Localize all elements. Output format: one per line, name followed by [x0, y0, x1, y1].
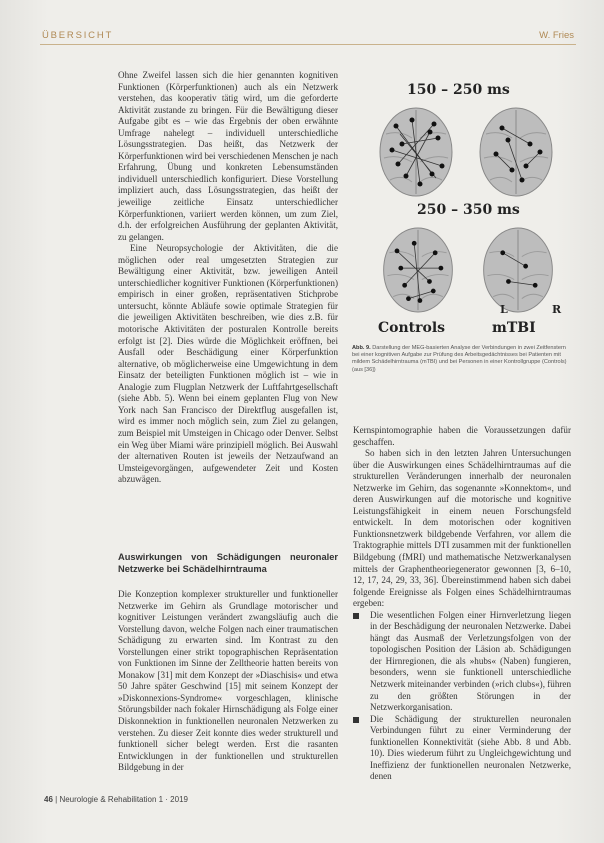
- brain-image-controls-bottom: [376, 224, 460, 316]
- paragraph: So haben sich in den letzten Jahren Untersuchungen über die Auswirkungen eines Schädelhirntraumas auf die strukturellen Veränderungen innerhalb der neuronalen Netzwerke im Gehirn, das sogenannte »Konnektom«, und deren Auswirkungen auf die motorische und kognitive Leistungsfähigkeit in einem neuen Forschungsfeld entwickelt. In dem motorischen oder kognitiven Funktionsnetzwerk bildgebende Verfahren, vor allem die Traktographie mittels DTI zusammen mit der funktionellen Bildgebung (fMRI) und mathematische Netzwerkanalysen mittels der Graphentheoriegenerator gewonnen [3, 6–10, 12, 17, 24, 29, 33, 36]. Übereinstimmend haben sich dabei folgende Ereignisse als Folgen eines Schädelhirntraumas ergeben:: [353, 448, 571, 609]
- bullet-item: [353, 714, 571, 783]
- left-column-bottom: [118, 552, 338, 774]
- left-column-top: [118, 70, 338, 486]
- figure-meg-connectivity: [352, 78, 572, 336]
- bullet-text: Die Schädigung der strukturellen neuronalen Verbindungen führt zu einer Verminderung der funktionellen Konnektivität (siehe Abb. 8 und Abb. 10). Dies wiederum führt zu Ungleichgewichtung und Ineffizienz der funktionellen neuronalen Netzwerke, denen: [370, 713, 571, 782]
- bullet-square-icon: [353, 717, 359, 723]
- caption-text: Darstellung der MEG-basierten Analyse der Verbindungen in zwei Zeitfenstern bei einer kognitiven Aufgabe zur Prüfung des Arbeitsgedächtnisses bei Patienten mit mildem Schädelhirntrauma (mTBI) und bei Personen in einer Kontrollgruppe (Controls) (aus [36]): [352, 345, 567, 373]
- paragraph: Ohne Zweifel lassen sich die hier genannten kognitiven Funktionen (Körperfunktionen) auch als ein Netzwerk verstehen, das kooperativ tätig wird, um die geforderte Aktivität zustande zu bringen. Für die Bewältigung dieser Aufgabe gibt es – wie das Ergebnis der oben erwähnte Umfrage nahelegt – individuell unterschiedliche Lösungsstrategien. Das heißt, das Netzwerk der Körperfunktionen wird bei verschiedenen Menschen je nach Erfahrung, Übung und konkreten Lebensumständen individuell unterschiedlich konfiguriert. Diese Vorstellung impliziert auch, dass Lösungsstrategien, das heißt der jeweilige zeitliche Einsatz unterschiedlicher Körperfunktionen, variiert werden können, um zum Ziel, d.h. der erfolgreichen Ausführung der geplanten Aktivität, zu gelangen.: [118, 70, 338, 242]
- label-left: L: [500, 303, 508, 316]
- figure-title-mid: 250 – 350 ms: [417, 202, 520, 218]
- brain-image-controls-top: [372, 104, 460, 200]
- page-number: 46: [44, 795, 53, 804]
- paragraph: Kernspintomographie haben die Voraussetzungen dafür geschaffen.: [353, 425, 571, 447]
- paragraph: Eine Neuropsychologie der Aktivitäten, die die möglichen oder real umgesetzten Strategien zur Bewältigung einer Aktivität, bzw. jeweiligen Anteil unterschiedlicher kognitiver Funktionen (Körperfunktionen) empirisch in einer großen, repräsentativen Stichprobe untersucht, könnte Abläufe sowie optimale Strategien für die jeweiligen Aktivitäten beschreiben, wie dies z.B. für motorische Aktivitäten der posturalen Kontrolle bereits erfolgt ist [2]. Dies würde die Möglichkeit eröffnen, bei Ausfall oder Beschädigung einer Körperfunktion alternative, ob möglicherweise eine Umgewichtung in dem Einsatz der beteiligten Funktionen möglich ist – wie in Analogie zum Flugplan Netzwerk der Luftfahrtgesellschaft (siehe Abb. 5). Wenn bei einem geplanten Flug von New York nach San Francisco der Direktflug ausgefallen ist, wird es immer noch möglich sein, zum Ziel zu gelangen, zum Beispiel mit Umsteigen in Chicago oder Denver. Selbst ein Weg über Miami wäre prinzipiell möglich. Bei Auswahl der alternativen Routen ist jeweils der Netzaufwand an Umsteigevorgängen, aufgewendeter Zeit und Kosten abzuwägen.: [118, 243, 338, 485]
- label-controls: Controls: [378, 320, 446, 336]
- caption-lead: Abb. 9.: [352, 345, 371, 351]
- author-label: W. Fries: [539, 30, 574, 41]
- paragraph: Die Konzeption komplexer struktureller und funktioneller Netzwerke im Gehirn als Grundlage motorischer und kognitiver Leistungen verändert zwangsläufig auch die Vorstellung davon, welche Folgen nach einer traumatischen Schädigung zu erwarten sind. Im Kontrast zu den Vorstellungen einer strikt topographischen Repräsentation von Funktionen im Sinne der Zelltheorie hatten bereits von Monakow [31] mit dem Konzept der »Diaschisis« und etwa 50 Jahre später Geschwind [15] mit seinem Konzept der »Diskonnexions-Syndrome« vorgeschlagen, klinische Störungsbilder nach fokaler Hirnschädigung als Folge einer Diskonnektion in funktionellen neuronalen Netzwerken zu verstehen. Zu dieser Zeit konnte dies weder strukturell und funktionell sicher belegt werden. Erst die rasanten Entwicklungen in der funktionellen und strukturellen Bildgebung in der: [118, 589, 338, 773]
- label-mtbi: mTBI: [492, 320, 536, 336]
- section-label: ÜBERSICHT: [42, 30, 114, 41]
- header-rule: [40, 44, 576, 45]
- figure-title-top: 150 – 250 ms: [407, 82, 510, 98]
- brain-image-mtbi-top: [472, 104, 560, 200]
- page-footer: 46 | Neurologie & Rehabilitation 1 · 2019: [44, 795, 188, 804]
- bullet-item: [353, 610, 571, 714]
- bullet-text: Die wesentlichen Folgen einer Hirnverletzung liegen in der Beschädigung der neuronalen Netzwerke. Dabei hängt das Ausmaß der Verletzungsfolgen von der topologischen Position der Läsion ab. Schädigungen der Hirnregionen, die als »hubs« (Naben) fungieren, besonders, wenn sie funktionell unterschiedliche Netzwerk miteinander verbinden (»rich clubs«), führen zu den größten Störungen in der Netzwerkorganisation.: [370, 609, 571, 713]
- right-column: [353, 425, 571, 783]
- figure-caption: [352, 345, 574, 374]
- brain-image-mtbi-bottom: [476, 224, 560, 316]
- bullet-square-icon: [353, 613, 359, 619]
- label-right: R: [552, 303, 562, 316]
- journal-name: Neurologie & Rehabilitation 1 · 2019: [59, 795, 188, 804]
- section-heading: Auswirkungen von Schädigungen neuronaler Netzwerke bei Schädelhirntrauma: [118, 552, 338, 574]
